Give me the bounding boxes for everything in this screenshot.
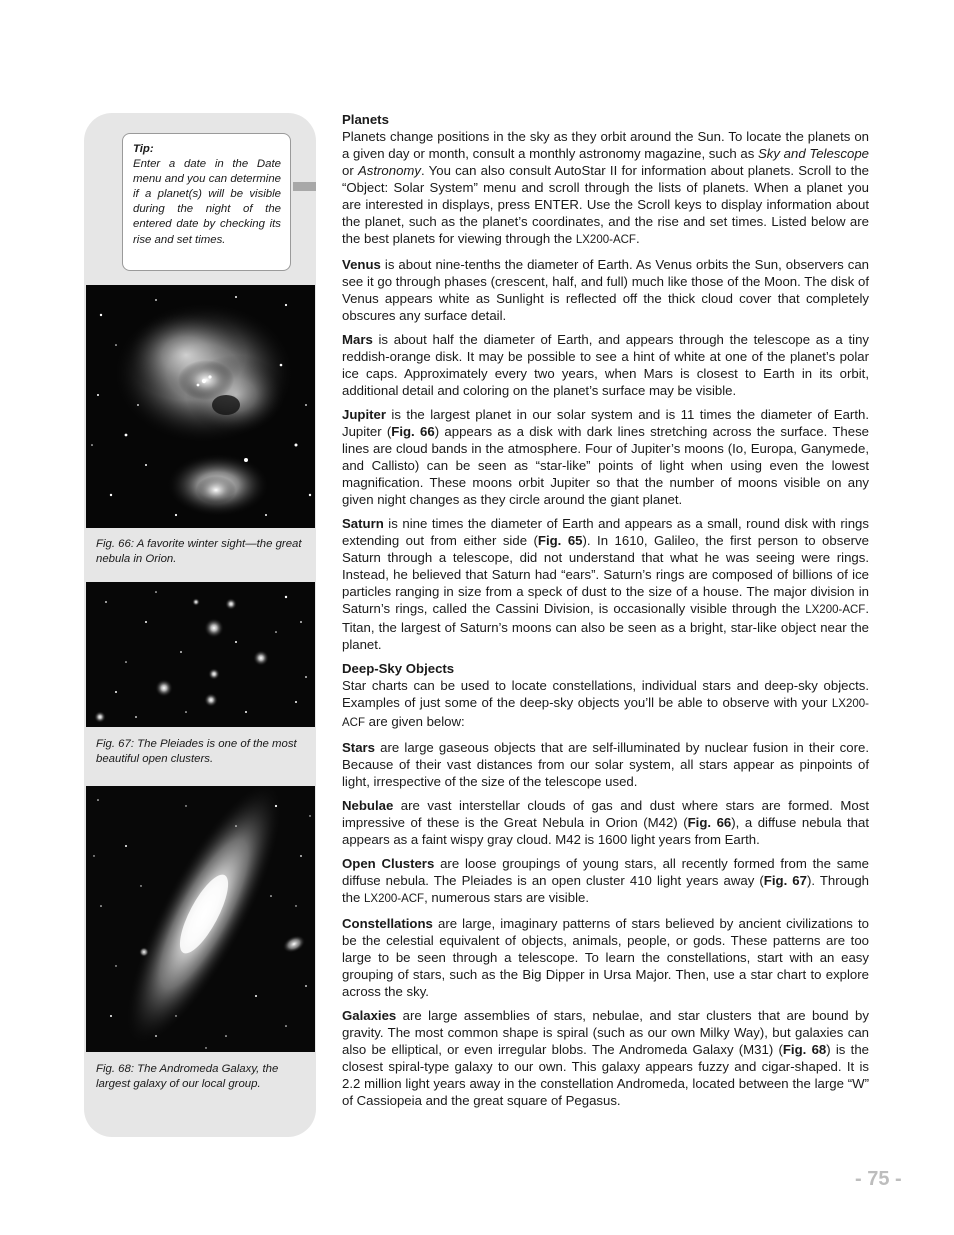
figure-reference: Fig. 66 <box>687 815 732 830</box>
mars-paragraph <box>342 331 869 399</box>
pleiades-photo <box>86 582 315 727</box>
model-name: LX200-ACF <box>342 698 869 729</box>
stars-term: Stars <box>342 740 375 755</box>
saturn-text-a: is nine times the diameter of Earth and appears as a small, round disk with rings extending out from either side ( <box>342 516 869 548</box>
galaxies-term: Galaxies <box>342 1008 397 1023</box>
constellations-paragraph <box>342 915 869 1000</box>
figure-reference: Fig. 65 <box>537 533 583 548</box>
planets-text-b: or <box>342 163 358 178</box>
venus-text: is about nine-tenths the diameter of Earth. As Venus orbits the Sun, observers can see it go through phases (crescent, half, and full) much like those of the Moon. The disk of Venus appears white as Sunlight is reflected off the thick cloud cover that completely obscures any surface detail. <box>342 257 869 323</box>
galaxies-paragraph <box>342 1007 869 1109</box>
planets-text-c: . You can also consult AutoStar II for information about planets. Scroll to the “Object: Solar System” menu and scroll through the lists of planets. When a planet you are interested in displays, press ENTER. Use the Scroll keys to display information about the planet, such as the planet’s coordinates, and the rise and set times. Listed below are the best planets for viewing through the <box>342 163 869 246</box>
nebulae-text-a: are vast interstellar clouds of gas and dust where stars are formed. Most impressive of these is the Great Nebula in Orion (M42) ( <box>342 798 869 830</box>
open-clusters-paragraph <box>342 855 869 908</box>
jupiter-paragraph <box>342 406 869 508</box>
figure-caption-66: Fig. 66: A favorite winter sight—the great nebula in Orion. <box>96 538 302 565</box>
constellations-text: are large, imaginary patterns of stars believed by ancient civilizations to be the celestial equivalent of objects, animals, people, or gods. These patterns are too large to be seen through a telescope. To learn the constellations, start with an easy grouping of stars, such as the Big Dipper in Ursa Major. Then, use a star chart to explore across the sky. <box>342 916 869 999</box>
deep-sky-paragraph <box>342 660 869 732</box>
venus-paragraph <box>342 256 869 324</box>
tip-box <box>122 133 291 271</box>
galaxies-text-a: are large assemblies of stars, nebulae, and star clusters that are bound by gravity. The most common shape is spiral (such as our own Milky Way), but galaxies can also be elliptical, or even irregular blobs. The Andromeda Galaxy (M31) ( <box>342 1008 869 1057</box>
saturn-text-b: ). In 1610, Galileo, the first person to observe Saturn through a telescope, did not understand that what he was seeing were rings. Instead, he believed that Saturn had “ears”. Saturn’s rings are composed of billions of ice particles ranging in size from a speck of dust to the size of a house. The major division in Saturn’s rings, called the Cassini Division, is occasionally visible through the <box>342 533 869 616</box>
nebulae-term: Nebulae <box>342 798 394 813</box>
figure-reference: Fig. 67 <box>763 873 807 888</box>
orion-nebula-photo <box>86 285 315 528</box>
andromeda-galaxy-photo <box>86 786 315 1052</box>
planets-paragraph <box>342 111 869 249</box>
planets-heading: Planets <box>342 112 389 127</box>
deep-sky-text-a: Star charts can be used to locate constellations, individual stars and deep-sky objects. Examples of just some of the deep-sky objects you’ll be able to observe with your <box>342 678 869 710</box>
figure-caption-68: Fig. 68: The Andromeda Galaxy, the largest galaxy of our local group. <box>96 1063 279 1090</box>
mars-text: is about half the diameter of Earth, and appears through the telescope as a tiny reddish-orange disk. It may be possible to see a hint of white at one of the planet’s polar ice caps. Approximately every two years, when Mars is closest to Earth in its orbit, additional detail and coloring on the planet’s surface may be visible. <box>342 332 869 398</box>
deep-sky-heading: Deep-Sky Objects <box>342 661 455 676</box>
tip-title: Tip: <box>133 143 154 155</box>
figure-reference: Fig. 66 <box>391 424 435 439</box>
figure-reference: Fig. 68 <box>782 1042 827 1057</box>
jupiter-text-a: is the largest planet in our solar system and is 11 times the diameter of Earth. Jupiter ( <box>342 407 869 439</box>
jupiter-text-b: ) appears as a disk with dark lines stretching across the surface. These lines are cloud bands in the atmosphere. Four of Jupiter’s moons (Io, Europa, Ganymede, and Callisto) can be seen as “star-like” points of light when using even the lowest magnification. These moons orbit Jupiter so that the number of moons visible on any given night changes as they circle around the giant planet. <box>342 424 869 507</box>
saturn-term: Saturn <box>342 516 384 531</box>
nebulae-text-b: ), a diffuse nebula that appears as a faint wispy gray cloud. M42 is 1600 light years from Earth. <box>342 815 870 847</box>
galaxies-text-b: ) is the closest spiral-type galaxy to our own. This galaxy appears fuzzy and cigar-shaped. It is 2.2 million light years away in the constellation Andromeda, located between the large “W” of Cassiopeia and the great square of Pegasus. <box>342 1042 869 1108</box>
saturn-paragraph <box>342 515 869 653</box>
magazine-sky-and-telescope: Sky and Telescope <box>757 146 869 161</box>
figure-caption-67: Fig. 67: The Pleiades is one of the most beautiful open clusters. <box>96 738 297 765</box>
model-name: LX200-ACF <box>575 234 636 246</box>
deep-sky-text-b: are given below: <box>365 714 465 729</box>
tip-marker <box>293 182 316 191</box>
magazine-astronomy: Astronomy <box>357 163 421 178</box>
model-name: LX200-ACF <box>805 604 866 616</box>
stars-paragraph <box>342 739 869 790</box>
saturn-text-c: . Titan, the largest of Saturn’s moons can also be seen as a bright, star-like object near the planet. <box>342 601 869 652</box>
stars-text: are large gaseous objects that are self-illuminated by nuclear fusion in their core. Because of their vast distances from our solar system, all stars appear as pinpoints of light, irrespective of the size of the telescope used. <box>342 740 869 789</box>
open-clusters-term: Open Clusters <box>342 856 435 871</box>
venus-term: Venus <box>342 257 381 272</box>
open-clusters-text-a: are loose groupings of young stars, all recently formed from the same diffuse nebula. The Pleiades is an open cluster 410 light years away ( <box>342 856 869 888</box>
planets-text-d: . <box>635 231 640 246</box>
tip-text: Enter a date in the Date menu and you can determine if a planet(s) will be visible during the night of the entered date by checking its rise and set times. <box>133 158 281 246</box>
constellations-term: Constellations <box>342 916 433 931</box>
planets-text-a: Planets change positions in the sky as they orbit around the Sun. To locate the planets on a given day or month, consult a monthly astronomy magazine, such as <box>342 129 869 161</box>
nebulae-paragraph <box>342 797 869 848</box>
model-name: LX200-ACF <box>364 893 425 905</box>
page-number: - 75 - <box>855 1168 902 1190</box>
main-text-column <box>342 111 869 1116</box>
open-clusters-text-b: ). Through the <box>342 873 869 905</box>
jupiter-term: Jupiter <box>342 407 386 422</box>
open-clusters-text-c: , numerous stars are visible. <box>424 890 590 905</box>
mars-term: Mars <box>342 332 373 347</box>
